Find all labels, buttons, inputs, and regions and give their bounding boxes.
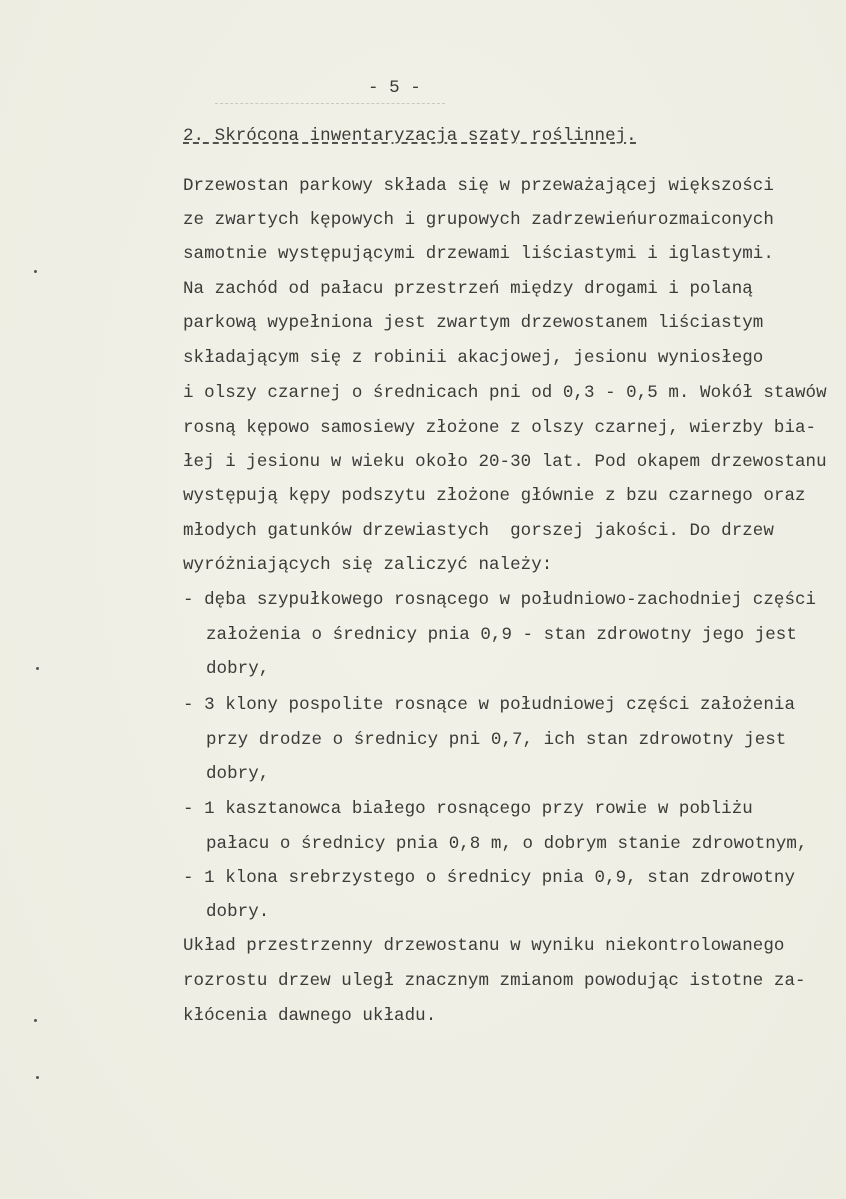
margin-speck xyxy=(34,1019,37,1022)
body-line: wyróżniających się zaliczyć należy: xyxy=(183,555,553,575)
page-number: - 5 - xyxy=(368,78,421,98)
body-line: i olszy czarnej o średnicach pni od 0,3 - 0,5 m. Wokół stawów xyxy=(183,383,827,403)
list-item-line: przy drodze o średnicy pni 0,7, ich stan zdrowotny jest xyxy=(206,730,787,750)
body-line: Drzewostan parkowy składa się w przeważającej większości xyxy=(183,176,774,196)
body-line: ze zwartych kępowych i grupowych zadrzewieńurozmaiconych xyxy=(183,210,774,230)
list-item-line: założenia o średnicy pnia 0,9 - stan zdrowotny jego jest xyxy=(206,625,797,645)
margin-speck xyxy=(34,270,37,273)
section-heading: 2. Skrócona inwentaryzacja szaty roślinnej. xyxy=(183,126,637,146)
body-line: występują kępy podszytu złożone głównie z bzu czarnego oraz xyxy=(183,486,806,506)
body-line: parkową wypełniona jest zwartym drzewostanem liściastym xyxy=(183,313,764,333)
list-item-line: - 3 klony pospolite rosnące w południowej części założenia xyxy=(183,695,795,715)
body-line: samotnie występującymi drzewami liściastymi i iglastymi. xyxy=(183,244,774,264)
list-item-line: dobry. xyxy=(206,902,270,922)
closing-line: rozrostu drzew uległ znacznym zmianom powodując istotne za- xyxy=(183,971,806,991)
closing-line: Układ przestrzenny drzewostanu w wyniku niekontrolowanego xyxy=(183,936,785,956)
list-item-line: pałacu o średnicy pnia 0,8 m, o dobrym stanie zdrowotnym, xyxy=(206,834,808,854)
body-line: Na zachód od pałacu przestrzeń między drogami i polaną xyxy=(183,279,753,299)
list-item-line: - 1 kasztanowca białego rosnącego przy rowie w pobliżu xyxy=(183,799,753,819)
list-item-line: - dęba szypułkowego rosnącego w południowo-zachodniej części xyxy=(183,590,817,610)
closing-line: kłócenia dawnego układu. xyxy=(183,1006,437,1026)
list-item-line: - 1 klona srebrzystego o średnicy pnia 0,9, stan zdrowotny xyxy=(183,868,795,888)
list-item-line: dobry, xyxy=(206,659,270,679)
margin-speck xyxy=(36,667,39,670)
list-item-line: dobry, xyxy=(206,764,270,784)
body-line: składającym się z robinii akacjowej, jesionu wyniosłego xyxy=(183,348,764,368)
margin-speck xyxy=(36,1076,39,1079)
body-line: młodych gatunków drzewiastych gorszej jakości. Do drzew xyxy=(183,521,774,541)
body-line: rosną kępowo samosiewy złożone z olszy czarnej, wierzby bia- xyxy=(183,418,817,438)
body-line: łej i jesionu w wieku około 20-30 lat. Pod okapem drzewostanu xyxy=(183,452,827,472)
faint-rule xyxy=(215,103,445,104)
